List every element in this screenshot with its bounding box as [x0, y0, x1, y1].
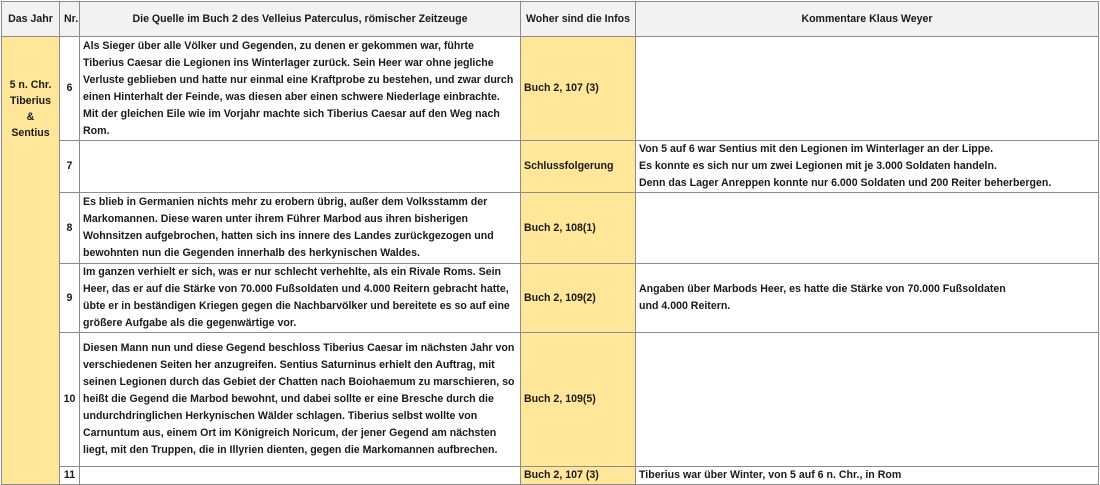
- nr-cell[interactable]: 9: [60, 264, 80, 333]
- kommentar-line: Denn das Lager Anreppen konnte nur 6.000 Soldaten und 200 Reiter beherbergen.: [639, 177, 1052, 189]
- table-row: [2, 264, 1099, 333]
- year-line: Sentius: [11, 127, 50, 139]
- table-row: [2, 467, 1099, 485]
- woher-cell[interactable]: Buch 2, 108(1): [521, 193, 636, 264]
- kommentar-line: Tiberius war über Winter, von 5 auf 6 n. Chr., in Rom: [639, 469, 902, 481]
- header-jahr[interactable]: Das Jahr: [2, 2, 60, 37]
- nr-cell[interactable]: 6: [60, 37, 80, 141]
- woher-cell[interactable]: Buch 2, 109(5): [521, 333, 636, 467]
- source-table: [1, 1, 1099, 485]
- woher-cell[interactable]: Schlussfolgerung: [521, 141, 636, 193]
- quelle-cell[interactable]: Diesen Mann nun und diese Gegend beschloss Tiberius Caesar im nächsten Jahr von verschiedenen Seiten her anzugreifen. Sentius Saturninus erhielt den Auftrag, mit seinen Legionen durch das Gebiet der Chatten nach Boiohaemum zu marschieren, so heißt die Gegend die Marbod bewohnt, und dabei sollte er eine Bresche durch die undurchdringlichen Herkynischen Wälder schlagen. Tiberius selbst wollte von Carnuntum aus, einem Ort im Königreich Noricum, der jener Gegend am nächsten liegt, mit den Truppen, die in Illyrien dienten, gegen die Markomannen aufbrechen.: [80, 333, 521, 467]
- kommentar-line: Es konnte es sich nur um zwei Legionen mit je 3.000 Soldaten handeln.: [639, 160, 997, 172]
- table-row: [2, 141, 1099, 193]
- nr-cell[interactable]: 7: [60, 141, 80, 193]
- nr-cell[interactable]: 11: [60, 467, 80, 485]
- kommentar-line: und 4.000 Reitern.: [639, 300, 731, 312]
- kommentar-cell[interactable]: [636, 193, 1099, 264]
- nr-cell[interactable]: 10: [60, 333, 80, 467]
- woher-cell[interactable]: Buch 2, 107 (3): [521, 37, 636, 141]
- header-nr[interactable]: Nr.: [60, 2, 80, 37]
- quelle-cell[interactable]: [80, 467, 521, 485]
- year-cell[interactable]: [2, 37, 60, 485]
- table-row: [2, 37, 1099, 141]
- year-line: 5 n. Chr.: [9, 79, 52, 91]
- header-quelle[interactable]: Die Quelle im Buch 2 des Velleius Paterculus, römischer Zeitzeuge: [80, 2, 521, 37]
- quelle-cell[interactable]: Im ganzen verhielt er sich, was er nur schlecht verhehlte, als ein Rivale Roms. Sein Heer, das er auf die Stärke von 70.000 Fußsoldaten und 4.000 Reitern gebracht hatte, übte er in beständigen Kriegen gegen die Nachbarvölker und bereitete es so auf eine größere Aufgabe als die gegenwärtige vor.: [80, 264, 521, 333]
- quelle-cell[interactable]: Als Sieger über alle Völker und Gegenden, zu denen er gekommen war, führte Tiberius Caesar die Legionen ins Winterlager zurück. Sein Heer war ohne jegliche Verluste geblieben und hatte nur einmal eine Kraftprobe zu bestehen, und zwar durch einen Hinterhalt der Feinde, was diesen aber einen schwere Niederlage einbrachte. Mit der gleichen Eile wie im Vorjahr machte sich Tiberius Caesar auf den Weg nach Rom.: [80, 37, 521, 141]
- kommentar-line: Von 5 auf 6 war Sentius mit den Legionen im Winterlager an der Lippe.: [639, 143, 994, 155]
- kommentar-cell[interactable]: [636, 141, 1099, 193]
- table-row: [2, 193, 1099, 264]
- kommentar-cell[interactable]: [636, 264, 1099, 333]
- quelle-cell[interactable]: [80, 141, 521, 193]
- header-row: [2, 2, 1099, 37]
- kommentar-cell[interactable]: [636, 37, 1099, 141]
- woher-cell[interactable]: Buch 2, 107 (3): [521, 467, 636, 485]
- header-woher[interactable]: Woher sind die Infos: [521, 2, 636, 37]
- table-row: [2, 333, 1099, 467]
- kommentar-line: Angaben über Marbods Heer, es hatte die Stärke von 70.000 Fußsoldaten: [639, 283, 1006, 295]
- year-line: Tiberius &: [9, 95, 51, 123]
- kommentar-cell[interactable]: [636, 333, 1099, 467]
- kommentar-cell[interactable]: [636, 467, 1099, 485]
- woher-cell[interactable]: Buch 2, 109(2): [521, 264, 636, 333]
- header-kommentare[interactable]: Kommentare Klaus Weyer: [636, 2, 1099, 37]
- nr-cell[interactable]: 8: [60, 193, 80, 264]
- quelle-cell[interactable]: Es blieb in Germanien nichts mehr zu erobern übrig, außer dem Volksstamm der Markomannen. Diese waren unter ihrem Führer Marbod aus ihren bisherigen Wohnsitzen aufgebrochen, hatten sich ins innere des Landes zurückgezogen und bewohnten nun die Gegenden innerhalb des herkynischen Waldes.: [80, 193, 521, 264]
